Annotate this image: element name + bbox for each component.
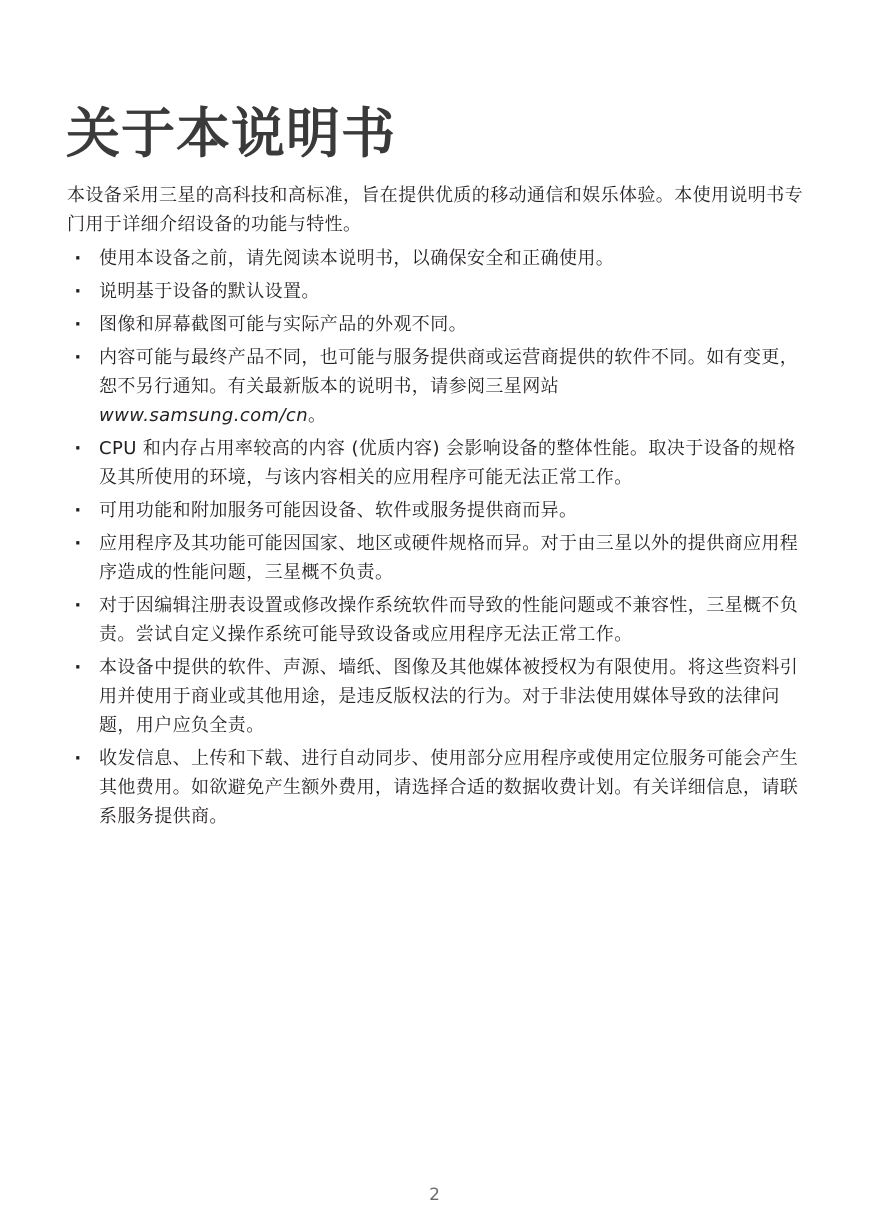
list-item bbox=[73, 591, 813, 649]
bullet-icon: · bbox=[74, 281, 82, 302]
list-item bbox=[73, 343, 813, 430]
list-item bbox=[73, 496, 813, 525]
list-item-text: 对于因编辑注册表设置或修改操作系统软件而导致的性能问题或不兼容性，三星概不负责。尝试自定义操作系统可能导致设备或应用程序无法正常工作。 bbox=[99, 595, 799, 645]
samsung-website-link[interactable]: www.samsung.com/cn bbox=[99, 405, 309, 426]
bullet-icon: · bbox=[74, 500, 82, 521]
notes-list bbox=[73, 244, 813, 835]
bullet-icon: · bbox=[74, 314, 82, 335]
list-item bbox=[73, 653, 813, 740]
list-item-text: CPU 和内存占用率较高的内容 (优质内容) 会影响设备的整体性能。取决于设备的规格及其所使用的环境，与该内容相关的应用程序可能无法正常工作。 bbox=[99, 438, 796, 488]
list-item bbox=[73, 744, 813, 831]
intro-paragraph: 本设备采用三星的高科技和高标准，旨在提供优质的移动通信和娱乐体验。本使用说明书专门用于详细介绍设备的功能与特性。 bbox=[67, 185, 803, 235]
list-item-text-end: 。 bbox=[308, 405, 327, 426]
bullet-icon: · bbox=[74, 347, 82, 368]
page-number: 2 bbox=[429, 1185, 440, 1205]
list-item bbox=[73, 277, 813, 306]
bullet-icon: · bbox=[74, 248, 82, 269]
list-item bbox=[73, 434, 813, 492]
list-item-text: 内容可能与最终产品不同，也可能与服务提供商或运营商提供的软件不同。如有变更，恕不另行通知。有关最新版本的说明书，请参阅三星网站 bbox=[99, 347, 799, 397]
list-item-text: 收发信息、上传和下载、进行自动同步、使用部分应用程序或使用定位服务可能会产生其他费用。如欲避免产生额外费用，请选择合适的数据收费计划。有关详细信息，请联系服务提供商。 bbox=[99, 748, 799, 827]
bullet-icon: · bbox=[74, 595, 82, 616]
list-item bbox=[73, 310, 813, 339]
bullet-icon: · bbox=[74, 533, 82, 554]
list-item bbox=[73, 529, 813, 587]
list-item-text: 说明基于设备的默认设置。 bbox=[99, 281, 320, 302]
list-item-text: 可用功能和附加服务可能因设备、软件或服务提供商而异。 bbox=[99, 500, 578, 521]
page-title: 关于本说明书 bbox=[66, 102, 396, 165]
list-item bbox=[73, 244, 813, 273]
list-item-text: 使用本设备之前，请先阅读本说明书，以确保安全和正确使用。 bbox=[99, 248, 615, 269]
list-item-text: 图像和屏幕截图可能与实际产品的外观不同。 bbox=[99, 314, 467, 335]
bullet-icon: · bbox=[74, 438, 82, 459]
list-item-text: 应用程序及其功能可能因国家、地区或硬件规格而异。对于由三星以外的提供商应用程序造成的性能问题，三星概不负责。 bbox=[99, 533, 799, 583]
bullet-icon: · bbox=[74, 748, 82, 769]
bullet-icon: · bbox=[74, 657, 82, 678]
list-item-text: 本设备中提供的软件、声源、墙纸、图像及其他媒体被授权为有限使用。将这些资料引用并使用于商业或其他用途，是违反版权法的行为。对于非法使用媒体导致的法律问题，用户应负全责。 bbox=[99, 657, 799, 736]
